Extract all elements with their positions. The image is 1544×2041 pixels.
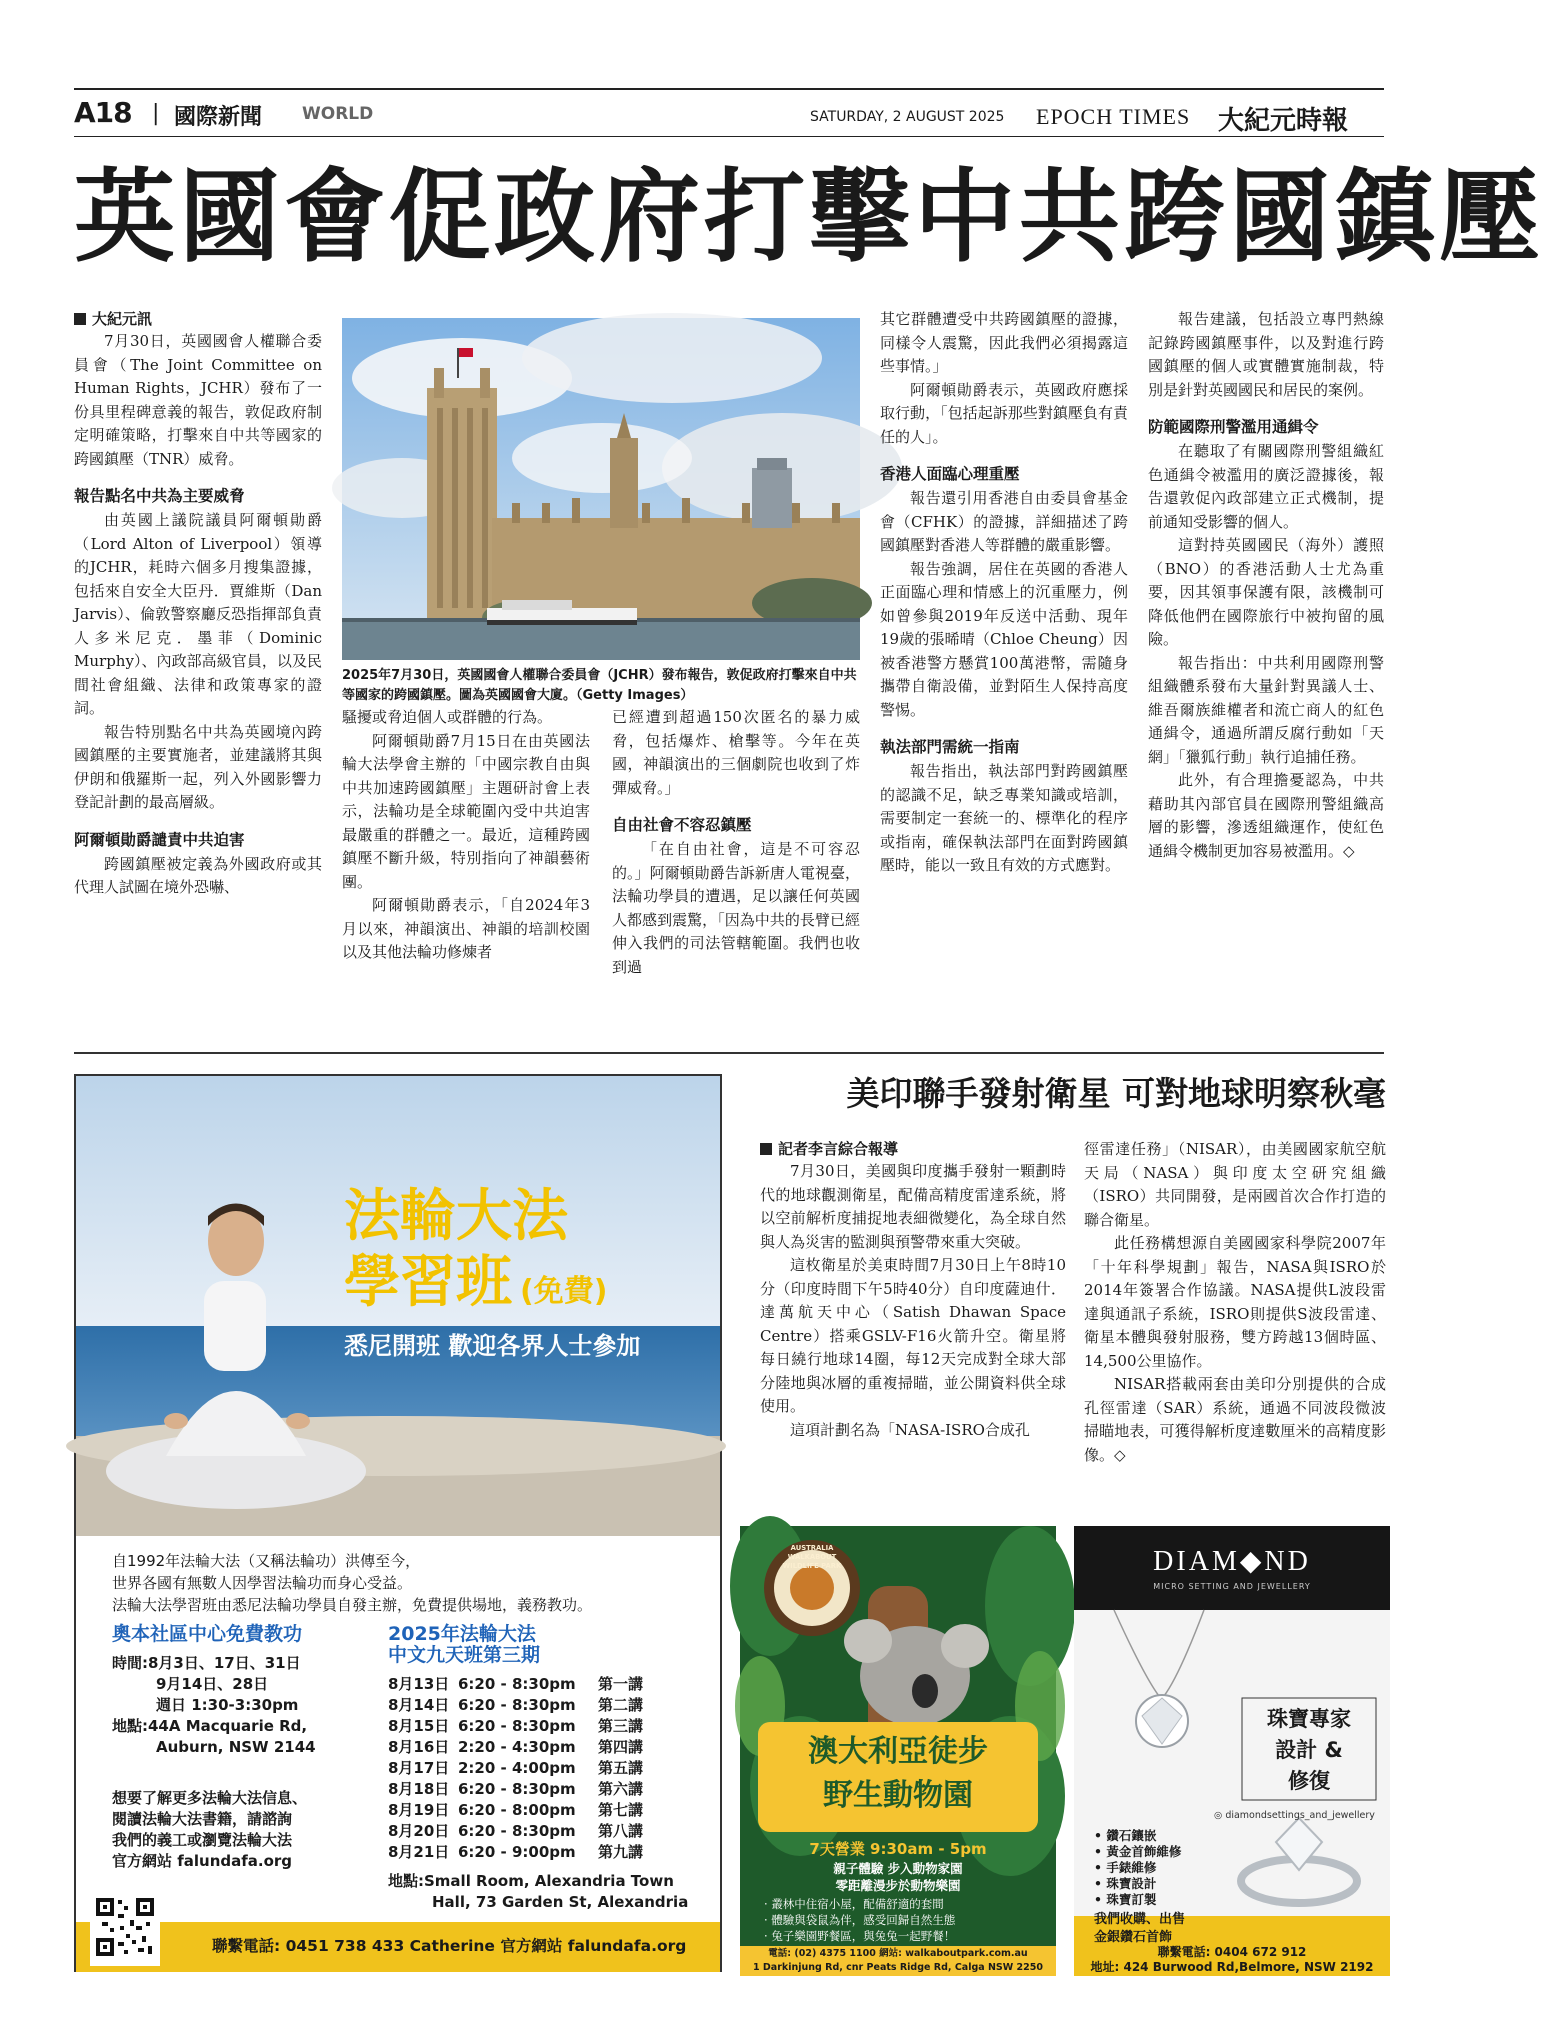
schedule-lecture: 第三講 xyxy=(598,1717,644,1735)
schedule-row xyxy=(388,1737,708,1758)
section-title: 國際新聞 xyxy=(174,105,263,130)
ad-right-heading-2: 中文九天班第三期 xyxy=(388,1644,541,1666)
paragraph: 在聽取了有關國際刑警組織紅色通緝令被濫用的廣泛證據後，報告還敦促內政部建立正式機制，提前通知受影響的個人。 xyxy=(1148,442,1384,531)
park-badge-text: AUSTRALIA WALKABOUT WILDLIFE PARK xyxy=(782,1544,842,1570)
photo-caption: 2025年7月30日，英國國會人權聯合委員會（JCHR）發布報告，敦促政府打擊來自中共等國家的跨國鎮壓。圖為英國國會大廈。（Getty Images） xyxy=(342,668,857,703)
schedule-time: 6:20 - 8:30pm xyxy=(458,1696,576,1714)
paragraph: 7月30日，英國國會人權聯合委員會（The Joint Committee on Human Rights，JCHR）發布了一份具里程碑意義的報告，敦促政府制定明確策略，打擊來自中共等國家的跨國鎮壓（TNR）威脅。 xyxy=(74,332,322,468)
schedule-row xyxy=(388,1842,708,1863)
schedule-date: 8月20日 xyxy=(388,1822,450,1840)
byline-square-icon xyxy=(760,1143,772,1155)
header-bottom-rule xyxy=(74,136,1384,137)
jewel-brand: DIAM◆ND xyxy=(1153,1546,1311,1577)
jewellery-ad xyxy=(1074,1526,1390,1976)
schedule-lecture: 第八講 xyxy=(598,1822,644,1840)
schedule-time: 6:20 - 8:30pm xyxy=(458,1675,576,1693)
header-separator: | xyxy=(152,101,160,126)
article-column-5 xyxy=(1148,308,1384,863)
schedule-row xyxy=(388,1758,708,1779)
paragraph: 其它群體遭受中共跨國鎮壓的證據，同樣令人震驚，因此我們必須揭露這些事情。」 xyxy=(880,310,1128,375)
paragraph: 報告指出：中共利用國際刑警組織體系發布大量針對異議人士、維吾爾族維權者和流亡商人的紅色通緝令，通過所謂反腐行動如「天網」「獵狐行動」執行追捕任務。 xyxy=(1148,653,1384,766)
schedule-time: 2:20 - 4:00pm xyxy=(458,1759,576,1777)
paragraph: 報告特別點名中共為英國境內跨國鎮壓的主要實施者，並建議將其與伊朗和俄羅斯一起，列入外國影響力登記計劃的最高層級。 xyxy=(74,722,322,811)
schedule-date: 8月13日 xyxy=(388,1675,450,1693)
schedule-lecture: 第九講 xyxy=(598,1843,644,1861)
header-top-rule xyxy=(74,88,1384,90)
jewel-title: 珠寶專家 設計 & 修復 xyxy=(1267,1707,1351,1793)
byline-square-icon xyxy=(74,313,86,325)
ad-venue: 地點:Small Room, Alexandria Town Hall, 73 Garden St, Alexandria xyxy=(388,1872,689,1911)
paragraph: 阿爾頓勛爵表示，英國政府應採取行動，「包括起訴那些對鎮壓負有責任的人」。 xyxy=(880,380,1128,446)
zoo-bullets: · 叢林中住宿小屋，配備舒適的套間 · 體驗與袋鼠為伴，感受回歸自然生態 · 兔子樂園野餐區，與兔兔一起野餐！ xyxy=(764,1897,956,1943)
schedule-time: 6:20 - 8:00pm xyxy=(458,1801,576,1819)
schedule-row xyxy=(388,1779,708,1800)
schedule-date: 8月16日 xyxy=(388,1738,450,1756)
paragraph: 騷擾或脅迫個人或群體的行為。 xyxy=(342,708,553,726)
zoo-hours: 7天營業 9:30am - 5pm xyxy=(809,1840,987,1858)
schedule-lecture: 第六講 xyxy=(598,1780,644,1798)
ad-times: 時間:8月3日、17日、31日 9月14日、28日 週日 1:30-3:30pm 地點:44A Macquarie Rd, Auburn, NSW 2144 xyxy=(112,1654,316,1756)
satellite-headline: 美印聯手發射衛星 可對地球明察秋毫 xyxy=(846,1074,1386,1113)
paragraph: 阿爾頓勛爵表示，「自2024年3月以來，神韻演出、神韻的培訓校園以及其他法輪功修煉者 xyxy=(342,896,590,961)
schedule-lecture: 第四講 xyxy=(598,1738,644,1756)
jewel-services: • 鑽石鑲嵌 • 黃金首飾維修 • 手錶維修 • 珠寶設計 • 珠寶訂製 xyxy=(1094,1828,1182,1907)
paragraph: 此外，有合理擔憂認為，中共藉助其內部官員在國際刑警組織高層的影響，滲透組織運作，使紅色通緝令機制更加容易被濫用。◇ xyxy=(1148,771,1384,860)
main-headline: 英國會促政府打擊中共跨國鎮壓 xyxy=(74,157,1544,276)
article-column-3 xyxy=(612,706,860,979)
paragraph: 這枚衛星於美東時間7月30日上午8時10分（印度時間下午5時40分）自印度薩迪什．達萬航天中心（Satish Dhawan Space Centre）搭乘GSLV-F16火箭升空。衛星將每日繞行地球14圈，每12天完成對全球大部分陸地與冰層的重複掃瞄，並公開資料供全球使用。 xyxy=(760,1256,1066,1415)
paragraph: 7月30日，美國與印度攜手發射一顆劃時代的地球觀測衛星，配備高精度雷達系統，將以空前解析度捕捉地表細微變化，為全球自然與人為災害的監測與預警帶來重大突破。 xyxy=(760,1162,1066,1251)
jewel-brand-sub: MICRO SETTING AND JEWELLERY xyxy=(1153,1582,1311,1591)
jewel-contact: 聯繫電話: 0404 672 912 地址: 424 Burwood Rd,Belmore, NSW 2192 xyxy=(1090,1945,1374,1974)
schedule-lecture: 第五講 xyxy=(598,1759,644,1777)
page-number: A18 xyxy=(74,96,132,129)
schedule-date: 8月21日 xyxy=(388,1843,450,1861)
paragraph: 報告還引用香港自由委員會基金會（CFHK）的證據，詳細描述了跨國鎮壓對香港人等群體的嚴重影響。 xyxy=(880,489,1128,554)
paragraph: 報告強調，居住在英國的香港人正面臨心理和情感上的沉重壓力，例如曾參與2019年反送中活動、現年19歲的張晞晴（Chloe Cheung）因被香港警方懸賞100萬港幣，需隨身攜帶自衛設備，並對陌生人保持高度警惕。 xyxy=(880,559,1128,719)
wildlife-park-ad xyxy=(740,1526,1056,1976)
satellite-column-2 xyxy=(1084,1138,1386,1467)
schedule-time: 2:20 - 4:30pm xyxy=(458,1738,576,1756)
paragraph: 這對持英國國民（海外）護照（BNO）的香港活動人士尤為重要，因其領事保護有限，該機制可降低他們在國際旅行中被拘留的風險。 xyxy=(1148,536,1384,648)
schedule-date: 8月18日 xyxy=(388,1780,450,1798)
article-column-1 xyxy=(74,308,322,900)
subheading: 阿爾頓勛爵譴責中共迫害 xyxy=(74,830,245,849)
article-column-4 xyxy=(880,308,1128,878)
zoo-title: 澳大利亞徒步 野生動物園 xyxy=(808,1734,988,1813)
schedule-lecture: 第一講 xyxy=(598,1675,644,1693)
schedule-row xyxy=(388,1695,708,1716)
ad-right-heading-1: 2025年法輪大法 xyxy=(388,1623,536,1645)
schedule-date: 8月14日 xyxy=(388,1696,450,1714)
paragraph: 這項計劃名為「NASA-ISRO合成孔 xyxy=(790,1420,1030,1439)
schedule-time: 6:20 - 8:30pm xyxy=(458,1822,576,1840)
paragraph: 阿爾頓勛爵7月15日在由英國法輪大法學會主辦的「中國宗教自由與中共加速跨國鎮壓」主題研討會上表示，法輪功是全球範圍內受中共迫害最嚴重的群體之一。最近，這種跨國鎮壓不斷升級，特別指向了神韻藝術團。 xyxy=(342,731,590,891)
subheading: 香港人面臨心理重壓 xyxy=(880,465,1020,483)
ad-title-line2: 學習班 (免費) xyxy=(344,1250,608,1315)
ad-intro: 自1992年法輪大法（又稱法輪功）洪傳至今， 世界各國有無數人因學習法輪功而身心受益。 法輪大法學習班由悉尼法輪功學員自發主辦，免費提供場地，義務教功。 xyxy=(112,1552,593,1614)
schedule-list xyxy=(388,1674,708,1863)
schedule-time: 6:20 - 9:00pm xyxy=(458,1843,576,1861)
schedule-time: 6:20 - 8:30pm xyxy=(458,1780,576,1798)
ad-more-info: 想要了解更多法輪大法信息、 閱讀法輪大法書籍，請諮詢 我們的義工或瀏覽法輪大法 官方網站 falundafa.org xyxy=(112,1789,308,1870)
subheading: 自由社會不容忍鎮壓 xyxy=(612,816,752,834)
subheading: 執法部門需統一指南 xyxy=(880,738,1020,756)
ad-title-line1: 法輪大法 xyxy=(344,1184,568,1249)
schedule-lecture: 第二講 xyxy=(598,1696,644,1714)
ad-right-column xyxy=(388,1624,708,1913)
section-divider xyxy=(74,1052,1384,1054)
paragraph: 徑雷達任務」（NISAR），由美國國家航空航天局（NASA）與印度太空研究組織（ISRO）共同開發，是兩國首次合作打造的聯合衛星。 xyxy=(1084,1140,1386,1229)
paragraph: NISAR搭載兩套由美印分別提供的合成孔徑雷達（SAR）系統，通過不同波段微波掃瞄地表，可獲得解析度達數厘米的高精度影像。◇ xyxy=(1084,1375,1386,1464)
byline: 記者李言綜合報導 xyxy=(760,1138,1066,1160)
section-title-en: WORLD xyxy=(302,104,374,124)
subheading: 報告點名中共為主要威脅 xyxy=(74,487,245,505)
paragraph: 跨國鎮壓被定義為外國政府或其代理人試圖在境外恐嚇、 xyxy=(74,854,322,896)
article-column-2 xyxy=(342,706,590,965)
byline: 大紀元訊 xyxy=(74,308,322,330)
schedule-row xyxy=(388,1800,708,1821)
qr-code[interactable] xyxy=(90,1876,160,1966)
schedule-row xyxy=(388,1821,708,1842)
zoo-tagline: 親子體驗 步入動物家園 零距離漫步於動物樂園 xyxy=(833,1861,963,1893)
issue-date: SATURDAY, 2 AUGUST 2025 xyxy=(810,109,1005,125)
ad-contact: 聯繫電話: 0451 738 433 Catherine 官方網站 falundafa.org xyxy=(212,1937,687,1955)
subheading: 防範國際刑警濫用通緝令 xyxy=(1148,418,1319,436)
paragraph: 報告指出，執法部門對跨國鎮壓的認識不足，缺乏專業知識或培訓，需要制定一套統一的、標準化的程序或指南，確保執法部門在面對跨國鎮壓時，能以一致且有效的方式應對。 xyxy=(880,762,1128,874)
jewel-instagram[interactable]: ◎ diamondsettings_and_jewellery xyxy=(1214,1810,1375,1821)
ad-free-label: (免費) xyxy=(520,1274,608,1309)
ad-left-column xyxy=(112,1624,382,1872)
paragraph: 此任務構想源自美國國家科學院2007年「十年科學規劃」報告，NASA與ISRO於2014年簽署合作協議。NASA提供L波段雷達與通訊子系統，ISRO則提供S波段雷達、衛星本體與發射服務，雙方跨越13個時區、14,500公里協作。 xyxy=(1084,1234,1386,1370)
paragraph: 由英國上議院議員阿爾頓勛爵（Lord Alton of Liverpool）領導的JCHR，耗時六個多月搜集證據，包括來自安全大臣丹．賈維斯（Dan Jarvis）、倫敦警察廳反恐指揮部負責人多米尼克．墨菲（Dominic Murphy）、內政部高級官員，以及民間社會組織、法律和政策專家的證詞。 xyxy=(74,511,322,717)
falun-dafa-ad xyxy=(74,1074,722,1972)
zoo-contact: 電話: (02) 4375 1100 網站: walkaboutpark.com.au 1 Darkinjung Rd, cnr Peats Ridge Rd, Calga NSW 2250 xyxy=(753,1948,1043,1973)
parliament-photo xyxy=(342,318,860,660)
paragraph: 已經遭到超過150次匿名的暴力威脅，包括爆炸、槍擊等。今年在英國，神韻演出的三個劇院也收到了炸彈威脅。」 xyxy=(612,708,860,797)
schedule-date: 8月19日 xyxy=(388,1801,450,1819)
ad-left-heading: 奧本社區中心免費教功 xyxy=(112,1623,303,1645)
ad-title xyxy=(344,1184,607,1325)
schedule-row xyxy=(388,1716,708,1737)
paragraph: 報告建議，包括設立專門熱線記錄跨國鎮壓事件，以及對進行跨國鎮壓的個人或實體實施制裁，特別是針對英國國民和居民的案例。 xyxy=(1148,310,1384,399)
paragraph: 「在自由社會，這是不可容忍的。」阿爾頓勛爵告訴新唐人電視臺，法輪功學員的遭遇，足以讓任何英國人都感到震驚，「因為中共的長臂已經伸入我們的司法管轄範圍。我們也收到過 xyxy=(612,840,860,976)
parliament-illustration xyxy=(342,318,860,660)
schedule-row xyxy=(388,1674,708,1695)
schedule-time: 6:20 - 8:30pm xyxy=(458,1717,576,1735)
satellite-column-1 xyxy=(760,1138,1066,1442)
paper-name-en: EPOCH TIMES xyxy=(1036,104,1191,129)
jewel-buy: 我們收購、出售 金銀鑽石首飾 xyxy=(1094,1912,1186,1945)
ad-subtitle: 悉尼開班 歡迎各界人士參加 xyxy=(344,1332,641,1360)
schedule-date: 8月17日 xyxy=(388,1759,450,1777)
schedule-date: 8月15日 xyxy=(388,1717,450,1735)
schedule-lecture: 第七講 xyxy=(598,1801,644,1819)
paper-name-cn: 大紀元時報 xyxy=(1218,106,1349,136)
